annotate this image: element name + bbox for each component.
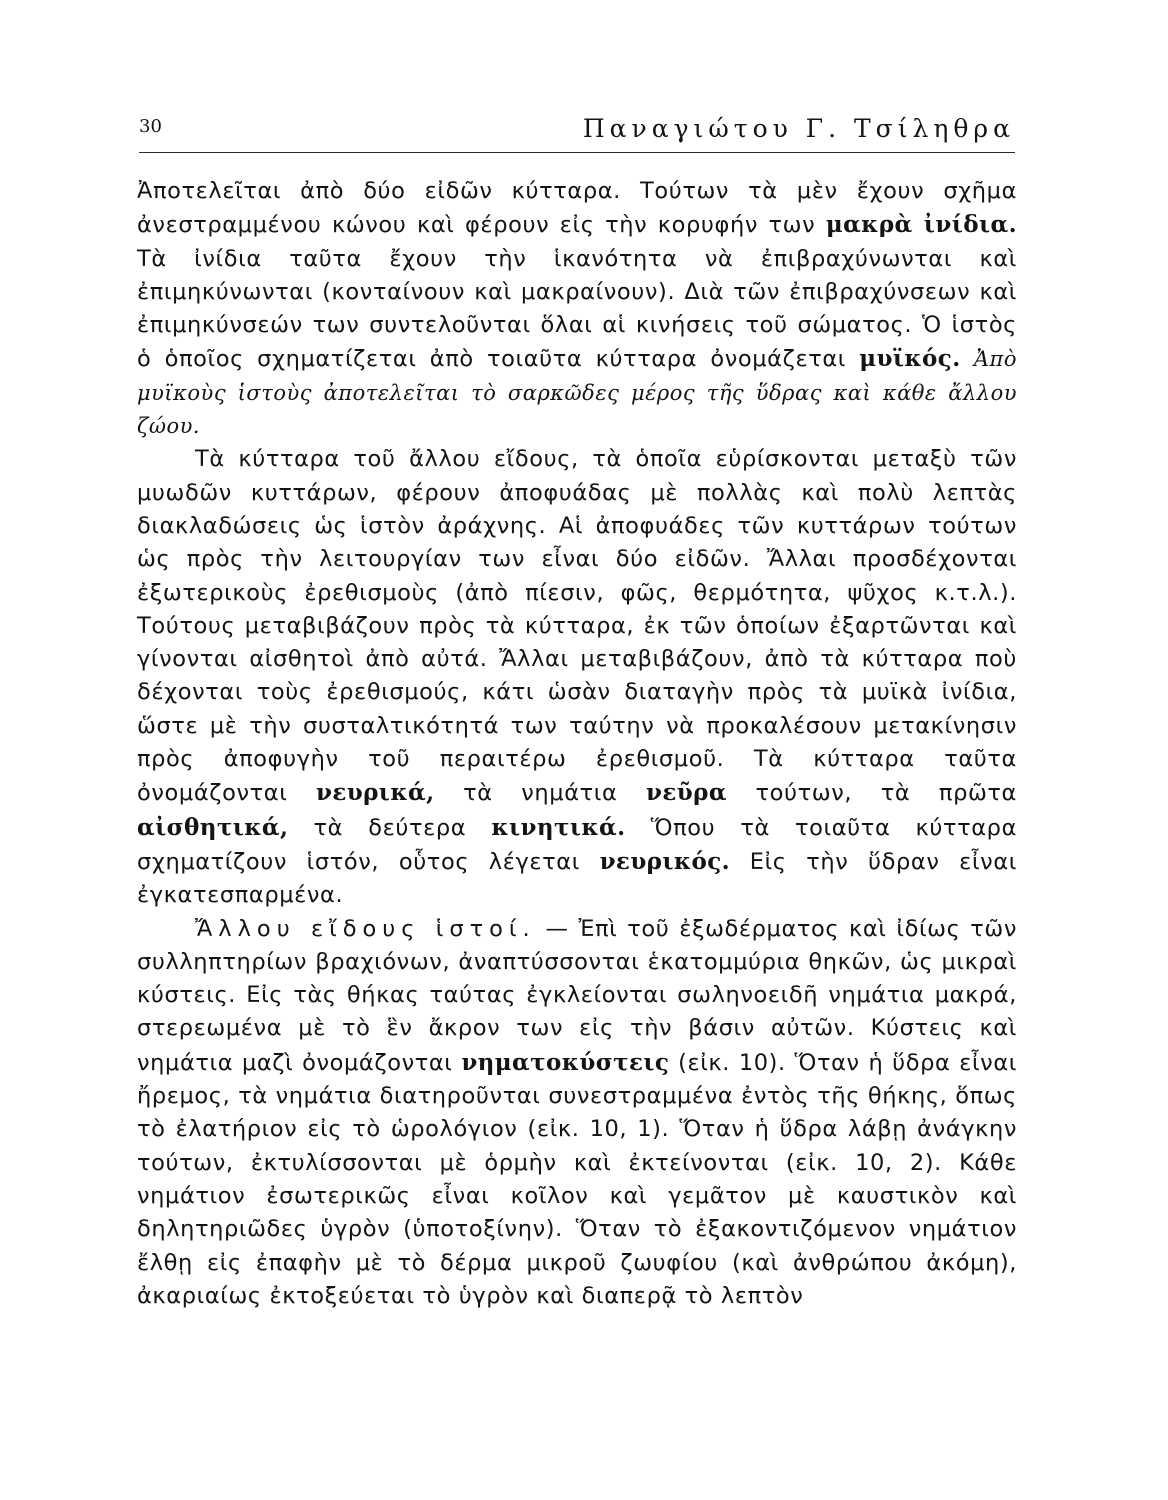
- bold-term: νεῦρα: [646, 779, 727, 807]
- paragraph-3: [137, 913, 1017, 1314]
- bold-term: αἰσθητικά,: [137, 813, 289, 841]
- text-run: Εἰς τὴν ὕδραν εἶναι ἐγκατεσπαρμένα.: [137, 848, 1017, 909]
- italic-note: Ἀπὸ μυϊκοὺς ἱστοὺς ἀποτελεῖται τὸ σαρκῶδες μέρος τῆς ὕδρας καὶ κάθε ἄλλου ζώου.: [137, 347, 1017, 439]
- page-number: 30: [139, 116, 162, 137]
- section-heading: Ἄλλου εἴδους ἱστοί.: [195, 915, 536, 942]
- text-run: Ἀποτελεῖται ἀπὸ δύο εἰδῶν κύτταρα. Τούτων τὰ μὲν ἔχουν σχῆμα ἀνεστραμμένου κώνου καὶ φέρουν εἰς τὴν κορυφήν των: [137, 178, 1017, 239]
- bold-term: μακρὰ ἰνίδια.: [825, 211, 1017, 239]
- text-run: Τὰ κύτταρα τοῦ ἄλλου εἴδους, τὰ ὁποῖα εὑρίσκονται μεταξὺ τῶν μυωδῶν κυττάρων, φέρουν ἀποφυάδας μὲ πολλὰς καὶ πολὺ λεπτὰς διακλαδώσεις ὡς ἱστὸν ἀράχνης. Αἱ ἀποφυάδες τῶν κυττάρων τούτων ὡς πρὸς τὴν λειτουργίαν των εἶναι δύο εἰδῶν. Ἄλλαι προσδέχονται ἐξωτερικοὺς ἐρεθισμοὺς (ἀπὸ πίεσιν, φῶς, θερμότητα, ψῦχος κ.τ.λ.). Τούτους μεταβιβάζουν πρὸς τὰ κύτταρα, ἐκ τῶν ὁποίων ἐξαρτῶνται καὶ γίνονται αἰσθητοὶ ἀπὸ αὐτά. Ἄλλαι μεταβιβάζουν, ἀπὸ τὰ κύτταρα ποὺ δέχονται τοὺς ἐρεθισμούς, κάτι ὡσὰν διαταγὴν πρὸς τὰ μυϊκὰ ἰνίδια, ὥστε μὲ τὴν συσταλτικότητά των ταύτην νὰ προκαλέσουν μετακίνησιν πρὸς ἀποφυγὴν τοῦ περαιτέρω ἐρεθισμοῦ. Τὰ κύτταρα ταῦτα ὀνομάζονται: [137, 446, 1017, 807]
- bold-term: νευρικός.: [599, 847, 731, 875]
- text-run: Τὰ ἰνίδια ταῦτα ἔχουν τὴν ἱκανότητα νὰ ἐπιβραχύνωνται καὶ ἐπιμηκύνωνται (κονταίνουν καὶ μακραίνουν). Διὰ τῶν ἐπιβραχύνσεων καὶ ἐπιμηκύνσεών των συντελοῦνται ὅλαι αἱ κινήσεις τοῦ σώματος. Ὁ ἱστὸς ὁ ὁποῖος σχηματίζεται ἀπὸ τοιαῦτα κύτταρα ὀνομάζεται: [137, 245, 1017, 373]
- paragraph-2: [137, 443, 1017, 912]
- paragraph-1: [137, 175, 1017, 443]
- text-run: — Ἐπὶ τοῦ ἐξωδέρματος καὶ ἰδίως τῶν συλληπτηρίων βραχιόνων, ἀναπτύσσονται ἑκατομμύρια θηκῶν, ὡς μικραὶ κύστεις. Εἰς τὰς θήκας ταύτας ἐγκλείονται σωληνοειδῆ νημάτια μακρά, στερεωμένα μὲ τὸ ἓν ἄκρον των εἰς τὴν βάσιν αὐτῶν. Κύστεις καὶ νημάτια μαζὶ ὀνομάζονται: [137, 915, 1017, 1076]
- bold-term: μυϊκός.: [859, 345, 961, 373]
- bold-term: κινητικά.: [491, 813, 626, 841]
- text-run: Ὅπου τὰ τοιαῦτα κύτταρα σχηματίζουν ἱστόν, οὗτος λέγεται: [137, 814, 1017, 875]
- running-head: Παναγιώτου Γ. Τσίληθρα: [582, 114, 1015, 143]
- text-run: τούτων, τὰ πρῶτα: [755, 780, 1017, 807]
- text-run: τὰ νημάτια: [463, 780, 618, 807]
- text-run: (εἰκ. 10). Ὅταν ἡ ὕδρα εἶναι ἤρεμος, τὰ νημάτια διατηροῦνται συνεστραμμένα ἐντὸς τῆς θήκης, ὅπως τὸ ἐλατήριον εἰς τὸ ὡρολόγιον (εἰκ. 10, 1). Ὅταν ἡ ὕδρα λάβῃ ἀνάγκην τούτων, ἐκτυλίσσονται μὲ ὁρμὴν καὶ ἐκτείνονται (εἰκ. 10, 2). Κάθε νημάτιον ἐσωτερικῶς εἶναι κοῖλον καὶ γεμᾶτον μὲ καυστικὸν καὶ δηλητηριῶδες ὑγρὸν (ὑποτοξίνην). Ὅταν τὸ ἐξακοντιζόμενον νημάτιον ἔλθῃ εἰς ἐπαφὴν μὲ τὸ δέρμα μικροῦ ζωυφίου (καὶ ἀνθρώπου ἀκόμη), ἀκαριαίως ἐκτοξεύεται τὸ ὑγρὸν καὶ διαπερᾷ τὸ λεπτὸν: [137, 1049, 1017, 1309]
- bold-term: νηματοκύστεις: [461, 1048, 670, 1076]
- page-header: [139, 112, 1015, 153]
- body-text: [137, 175, 1017, 1313]
- text-run: τὰ δεύτερα: [313, 814, 467, 841]
- bold-term: νευρικά,: [316, 779, 435, 807]
